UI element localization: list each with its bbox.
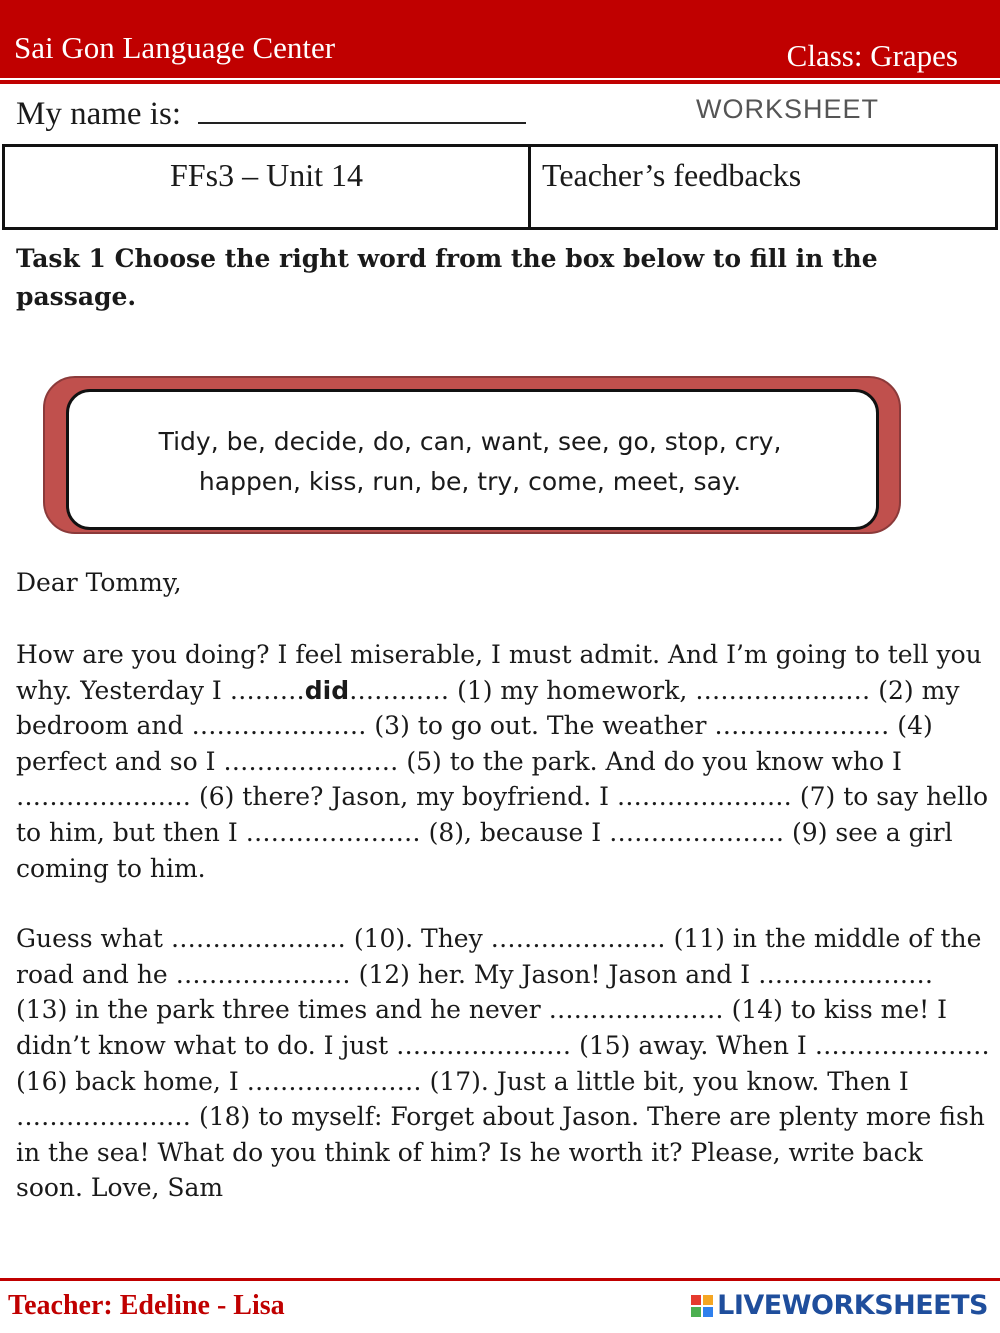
- word-list-line-1: Tidy, be, decide, do, can, want, see, go, stop, cry,: [158, 427, 782, 456]
- paragraph-1-rest: ………… (1) my homework, ………………… (2) my bedroom and ………………… (3) to go out. The weather ………………… (4) perfect and so I ………………… (5) to the park. And do you know who I ………………… (6) there? Jason, my boyfriend. I ………………… (7) to say hello to him, but then I ………………… (8), because I ………………… (9) see a girl coming to him.: [16, 675, 989, 883]
- brand-text: LIVEWORKSHEETS: [717, 1290, 988, 1321]
- footer-divider: [0, 1278, 1000, 1281]
- table-divider: [528, 147, 531, 227]
- class-label: Class: Grapes: [786, 38, 958, 73]
- word-list: [120, 422, 820, 502]
- paragraph-2: Guess what ………………… (10). They ………………… (11) in the middle of the road and he ………………… (12) her. My Jason! Jason and I ………………… (13) in the park three times and he never ………………… (14) to kiss me! I didn’t know what to do. I just ………………… (15) away. When I ………………… (16) back home, I ………………… (17). Just a little bit, you know. Then I ………………… (18) to myself: Forget about Jason. There are plenty more fish in the sea! What do you think of him? Is he worth it? Please, write back soon. Love, Sam: [16, 924, 990, 1203]
- teacher-name: Teacher: Edeline - Lisa: [8, 1290, 285, 1321]
- paragraph-1-start: How are you doing? I feel miserable, I must admit. And I’m going to tell you why. Yesterday I ………: [16, 640, 982, 705]
- answer-blank-1[interactable]: did: [304, 675, 350, 705]
- greeting: Dear Tommy,: [16, 568, 182, 597]
- worksheet-label: WORKSHEET: [696, 94, 880, 124]
- task-title: Task 1 Choose the right word from the box below to fill in the passage.: [16, 244, 878, 311]
- liveworksheets-logo: [691, 1290, 988, 1321]
- paragraph-1: [16, 637, 991, 886]
- center-name: Sai Gon Language Center: [14, 30, 336, 65]
- info-table: [2, 144, 998, 230]
- feedback-cell: Teacher’s feedbacks: [542, 157, 802, 193]
- name-label: My name is:: [16, 96, 181, 132]
- header-bar: [0, 0, 1000, 78]
- unit-cell: FFs3 – Unit 14: [170, 157, 363, 193]
- passage: [16, 565, 991, 1241]
- header-divider: [0, 80, 1000, 84]
- name-input-line[interactable]: [198, 122, 526, 124]
- word-list-line-2: happen, kiss, run, be, try, come, meet, say.: [198, 467, 742, 496]
- liveworksheets-icon: [691, 1295, 713, 1317]
